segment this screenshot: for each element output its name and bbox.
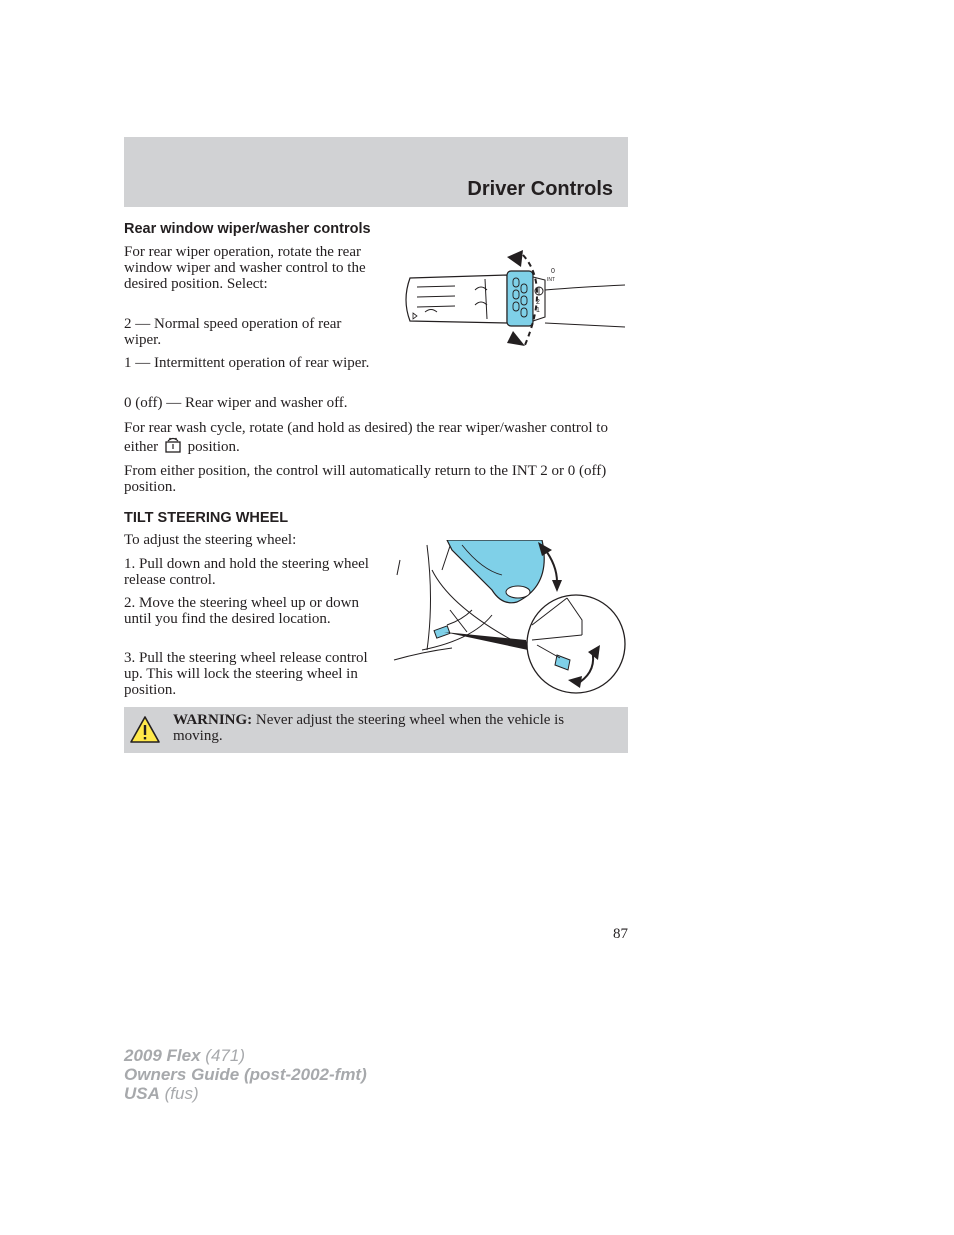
footer-line-3 — [124, 1084, 367, 1103]
footer — [124, 1046, 367, 1103]
wiper-stalk-figure — [395, 245, 630, 360]
tilt-step-3: 3. Pull the steering wheel release control up. This will lock the steering wheel in position. — [124, 650, 368, 698]
tilt-intro: To adjust the steering wheel: — [124, 532, 297, 548]
rear-wash-text-before: For rear wash cycle, rotate (and hold as desired) the rear wiper/washer control to either — [124, 420, 608, 455]
footer-market-code: (fus) — [164, 1084, 199, 1103]
rear-wiper-option-2: 2 — Normal speed operation of rear wiper. — [124, 316, 342, 348]
warning-message: Never adjust the steering wheel when the vehicle is moving. — [173, 712, 565, 744]
warning-label: WARNING: — [173, 712, 253, 728]
stalk-label-2: 2 — [536, 299, 540, 306]
rear-wiper-heading: Rear window wiper/washer controls — [124, 221, 371, 237]
footer-market: USA — [124, 1084, 160, 1103]
tilt-steering-heading: TILT STEERING WHEEL — [124, 510, 289, 526]
warning-text — [173, 712, 615, 744]
stalk-label-int: INT — [547, 277, 556, 283]
section-header-band — [124, 137, 628, 207]
rear-washer-icon — [164, 437, 182, 458]
rear-wiper-intro: For rear wiper operation, rotate the rear window wiper and washer control to the desired position. Select: — [124, 244, 366, 292]
stalk-label-0: 0 — [551, 268, 555, 275]
footer-model-code: (471) — [205, 1046, 245, 1065]
tilt-step-2: 2. Move the steering wheel up or down until you find the desired location. — [124, 595, 359, 627]
warning-box — [124, 707, 628, 753]
tilt-step-1: 1. Pull down and hold the steering wheel release control. — [124, 556, 369, 588]
tilt-steering-figure — [392, 540, 630, 701]
section-title: Driver Controls — [467, 178, 613, 200]
warning-triangle-icon — [129, 715, 161, 750]
footer-line-2: Owners Guide (post-2002-fmt) — [124, 1065, 367, 1084]
footer-model: 2009 Flex — [124, 1046, 201, 1065]
rear-wash-text-after: position. — [187, 439, 240, 455]
rear-wiper-return-text: From either position, the control will automatically return to the INT 2 or 0 (off) position. — [124, 463, 607, 495]
footer-line-1 — [124, 1046, 367, 1065]
rear-wiper-option-0: 0 (off) — Rear wiper and washer off. — [124, 395, 348, 411]
rear-wiper-option-1: 1 — Intermittent operation of rear wiper. — [124, 355, 370, 371]
rear-wash-paragraph — [124, 419, 624, 458]
page-number: 87 — [613, 926, 628, 942]
stalk-label-1: 1 — [536, 307, 540, 314]
